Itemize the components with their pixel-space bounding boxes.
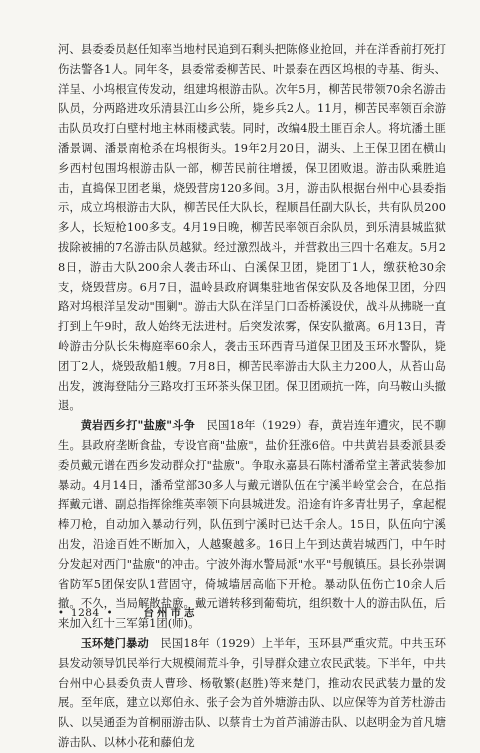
section-title-chumen-uprising: 玉环楚门暴动: [80, 636, 149, 650]
body-text: [58, 40, 446, 753]
paragraph-3: [58, 634, 446, 753]
footer-separator: •: [106, 608, 113, 619]
paragraph-1: [58, 40, 446, 416]
paragraph-2-text: 民国18年（1929）春，黄岩连年遭灾，民不聊生。县政府垄断食盐，专设官商"盐廒"，盐价狂涨6倍。中共黄岩县委派县委委员戴元谱在西乡发动群众打"盐廒"。争取永嘉县石陈村潘希堂主著武装参加暴动。4月14日，潘希堂部30多人与戴元谱队伍在宁溪半岭堂会合，在总指挥戴元谱、副总指挥徐维英率领下向县城进发。沿途有许多青壮男子，拿起棍棒刀枪，自动加入暴动行列，队伍到宁溪时已达千余人。15日，队伍向宁溪出发，沿途百姓不断加入，人越聚越多。16日上午到达黄岩城西门，中午时分发起对西门"盐廒"的冲击。宁波外海水警局派"水平"号舰镇压。县长孙崇调省防军5团保安队1营固守，倚城墙居高临下开枪。暴动队伍伤亡10余人后撤。不久，当局解散盐廒。戴元谱转移到葡萄坑，组织数十人的游击队伍，后来加入红十三军第1团(师)。: [58, 418, 447, 631]
paragraph-1-text: 河、县委委员赵任知率当地村民追到石剩头把陈修业抢回，并在洋香前打死打伤法警各1人。同年冬，县委常委柳苦民、叶景泰在西区坞根的寺基、街头、洋呈、小坞根宣传发动，组建坞根游击队。次年5月，柳苦民带领70余名游击队员，分两路进攻乐清县江山乡公所，毙乡兵2人。11月，柳苦民率领百余游击队员攻打白壁村地主林雨楼武装。同时，改编4股土匪百余人。将坑潘土匪潘景调、潘景南枪杀在坞根街头。19年2月20日，湖头、上王保卫团在横山乡西村包围坞根游击队一部，柳苦民前往增援，保卫团败退。游击队乘胜追击，直捣保卫团老巢，烧毁营房120多间。3月，游击队根据台州中心县委指示，成立坞根游击大队，柳苦民任大队长，程顺昌任副大队长，共有队员200多人，长短枪100多支。4月19日晚，柳苦民率领百余队员，到乐清县城监狱拔除被捕的7名游击队员越狱。经过激烈战斗，并营救出三四十名难友。5月28日，游击大队200余人袭击环山、白溪保卫团，毙团丁1人，缴获枪30余支，烧毁营房。6月7日，温岭县政府调集驻地省保安队及各地保卫团，分四路对坞根洋呈发动"围剿"。游击大队在洋呈门口岙桥溪设伏，战斗从拂晓一直打到上午9时，敌人始终无法进村。后突发浓雾，保安队撤离。6月13日，青岭游击分队长朱梅庭率60余人，袭击玉环西青马道保卫团及玉环水警队，毙团丁2人，烧毁敌船1艘。7月8日，柳苦民率游击大队主力200人，从苔山岛出发，渡海登陆分三路攻打玉环茶头保卫团。保卫团顽抗一阵，向马鞍山头撤退。: [58, 42, 446, 413]
footer-bullet: •: [58, 608, 64, 619]
page-footer: [58, 605, 198, 620]
book-title: 台州市志: [143, 607, 198, 619]
section-title-salt-struggle: 黄岩西乡打"盐廒"斗争: [80, 419, 195, 433]
paragraph-2: [58, 416, 446, 634]
paragraph-3-text: 民国18年（1929）上半年，玉环县严重灾荒。中共玉环县发动领导饥民举行大规模闹荒斗争，引导群众建立农民武装。下半年，中共台州中心县委负责人曹珍、杨敬繁(赵胜)等来楚门，推动农民武装力量的发展。至年底，建立以郑伯永、张子会为首外塘游击队、以应保等为首芳杜游击队、以吴通歪为首桐丽游击队、以蔡肯士为首芦浦游击队、以赵明金为首凡塘游击队、以林小花和藤伯龙: [58, 635, 446, 749]
page-number: 1284: [70, 607, 100, 619]
